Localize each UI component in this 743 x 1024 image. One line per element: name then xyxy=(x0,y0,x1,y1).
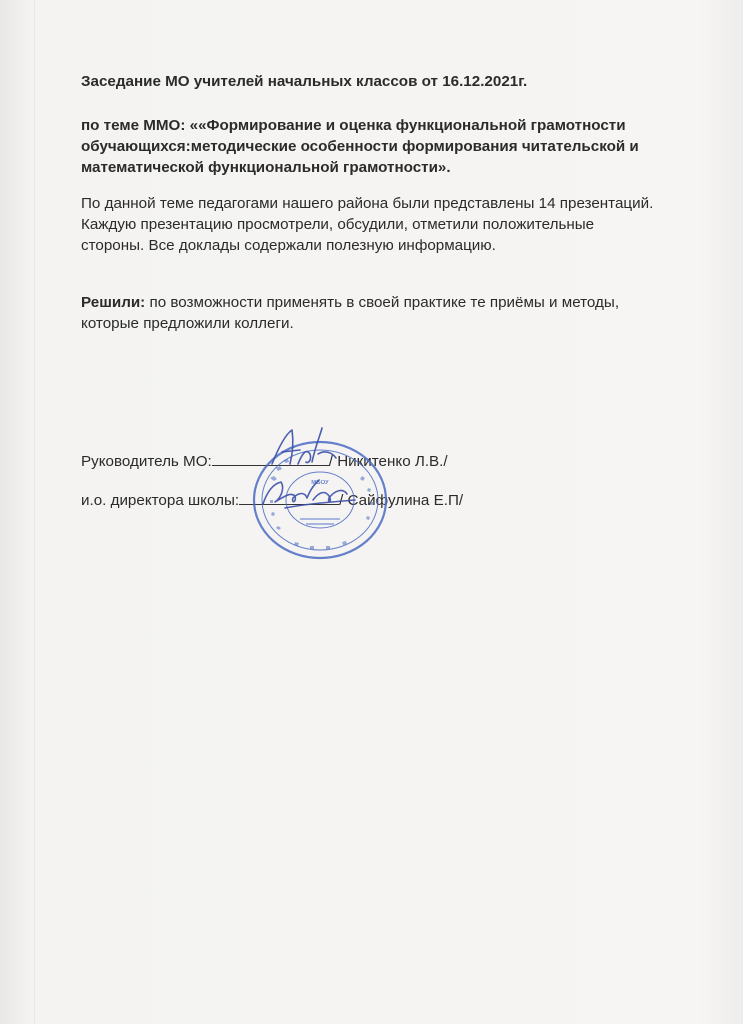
meeting-heading: Заседание МО учителей начальных классов от 16.12.2021г. xyxy=(81,73,528,90)
head-handwritten-signature xyxy=(262,424,342,470)
meeting-topic: по теме ММО: ««Формирование и оценка функциональной грамотности обучающихся:методические особенности формирования читательской и математической функциональной грамотности». xyxy=(81,117,639,176)
head-label: Руководитель МО: xyxy=(81,453,212,470)
decision-text: по возможности применять в своей практике те приёмы и методы, которые предложили коллеги. xyxy=(81,294,620,332)
director-handwritten-signature xyxy=(255,470,365,514)
director-label: и.о. директора школы: xyxy=(81,492,240,509)
stamp-center-text: МБОУ xyxy=(311,480,329,486)
director-name: / Сайфулина Е.П/ xyxy=(339,492,464,509)
decision-label: Решили: xyxy=(81,294,146,311)
summary-paragraph: По данной теме педагогами нашего района были представлены 14 презентаций. Каждую презентацию просмотрели, обсудили, отметили положительные стороны. Все доклады содержали полезную информацию. xyxy=(81,195,654,254)
head-name: / Никитенко Л.В./ xyxy=(328,453,448,470)
scan-edge-shadow xyxy=(34,0,35,1024)
decision-paragraph xyxy=(81,292,701,334)
